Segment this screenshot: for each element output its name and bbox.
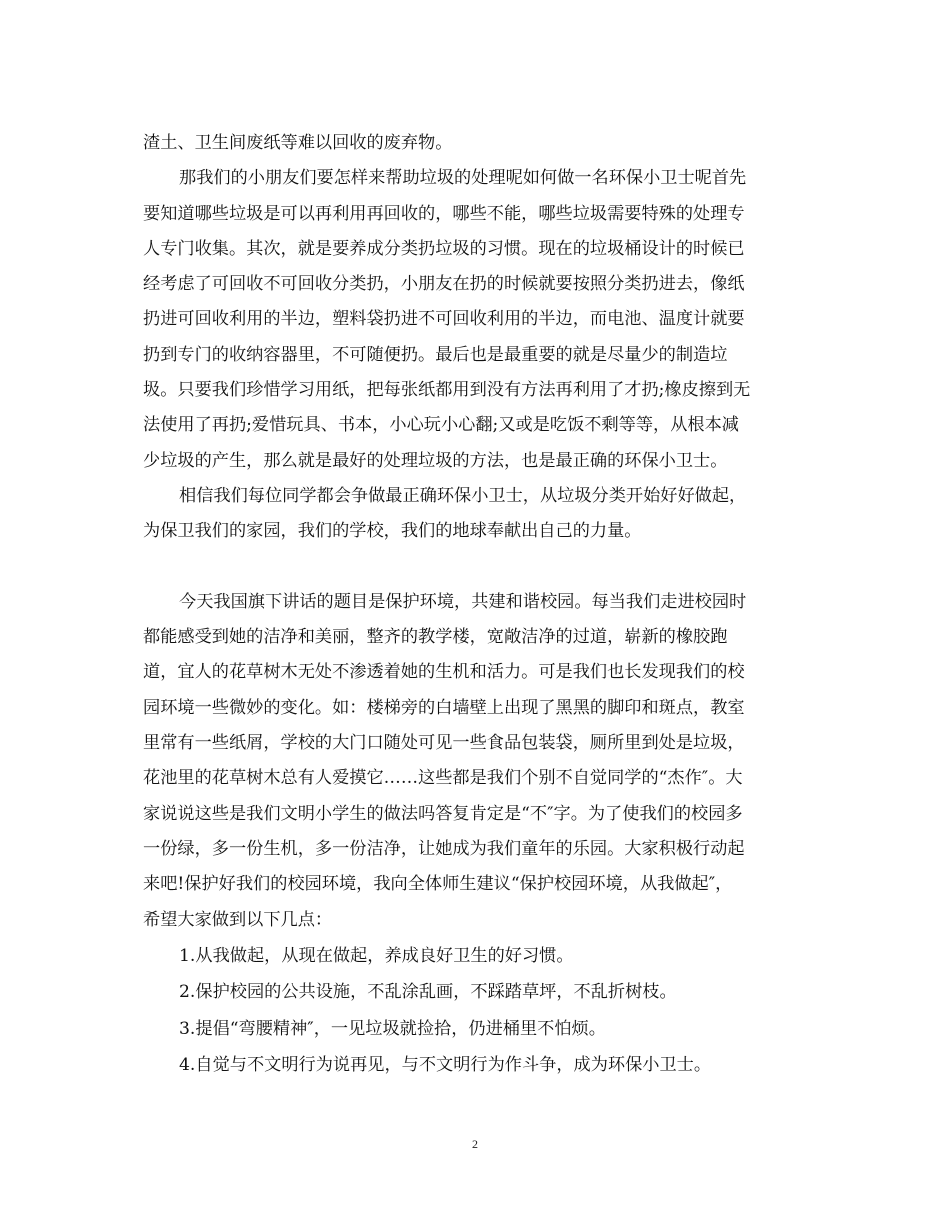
text-line: 少垃圾的产生，那么就是最好的处理垃圾的方法，也是最正确的环保小卫士。 <box>143 450 728 471</box>
list-item: 2.保护校园的公共设施，不乱涂乱画，不踩踏草坪，不乱折树枝。 <box>179 982 677 1003</box>
text-line: 法使用了再扔;爱惜玩具、书本，小心玩小心翻;又或是吃饭不剩等等，从根本减 <box>143 415 739 436</box>
text-line: 为保卫我们的家园，我们的学校，我们的地球奉献出自己的力量。 <box>143 521 642 542</box>
paragraph-first-line: 今天我国旗下讲话的题目是保护环境，共建和谐校园。每当我们走进校园时 <box>179 591 747 612</box>
text-line: 来吧!保护好我们的校园环境，我向全体师生建议“保护校园环境，从我做起″， <box>143 874 733 895</box>
paragraph-first-line: 那我们的小朋友们要怎样来帮助垃圾的处理呢如何做一名环保小卫士呢首先 <box>179 168 747 189</box>
text-line: 一份绿，多一份生机，多一份洁净，让她成为我们童年的乐园。大家积极行动起 <box>143 838 745 859</box>
page-body <box>143 126 811 1084</box>
text-line: 园环境一些微妙的变化。如：楼梯旁的白墙壁上出现了黑黑的脚印和斑点，教室 <box>143 697 745 718</box>
list-item: 1.从我做起，从现在做起，养成良好卫生的好习惯。 <box>179 945 574 966</box>
section-heading <box>143 550 811 585</box>
text-line: 花池里的花草树木总有人爱摸它……这些都是我们个别不自觉同学的“杰作″。大 <box>143 768 743 789</box>
text-line: 扔进可回收利用的半边，塑料袋扔进不可回收利用的半边，而电池、温度计就要 <box>143 309 745 330</box>
text-line: 里常有一些纸屑，学校的大门口随处可见一些食品包装袋，厕所里到处是垃圾， <box>143 733 745 754</box>
text-line: 渣土、卫生间废纸等难以回收的废弃物。 <box>143 133 453 153</box>
list-item: 3.提倡“弯腰精神″，一见垃圾就捡拾，仍进桶里不怕烦。 <box>179 1018 606 1039</box>
text-line: 希望大家做到以下几点： <box>143 909 333 930</box>
text-line: 道，宜人的花草树木无处不渗透着她的生机和活力。可是我们也长发现我们的校 <box>143 662 745 683</box>
text-line: 家说说这些是我们文明小学生的做法吗答复肯定是“不″字。为了使我们的校园多 <box>143 803 743 824</box>
list-item: 4.自觉与不文明行为说再见，与不文明行为作斗争，成为环保小卫士。 <box>179 1055 712 1076</box>
text-line: 经考虑了可回收不可回收分类扔，小朋友在扔的时候就要按照分类扔进去，像纸 <box>143 274 745 295</box>
text-line: 要知道哪些垃圾是可以再利用再回收的，哪些不能，哪些垃圾需要特殊的处理专 <box>143 203 745 224</box>
text-line: 圾。只要我们珍惜学习用纸，把每张纸都用到没有方法再利用了才扔;橡皮擦到无 <box>143 380 751 401</box>
page-number: 2 <box>472 1137 478 1151</box>
text-line: 扔到专门的收纳容器里，不可随便扔。最后也是最重要的就是尽量少的制造垃 <box>143 344 728 365</box>
text-line: 人专门收集。其次，就是要养成分类扔垃圾的习惯。现在的垃圾桶设计的时候已 <box>143 238 745 259</box>
text-line: 都能感受到她的洁净和美丽，整齐的教学楼，宽敞洁净的过道，崭新的橡胶跑 <box>143 627 728 648</box>
paragraph-first-line: 相信我们每位同学都会争做最正确环保小卫士，从垃圾分类开始好好做起， <box>179 485 747 506</box>
